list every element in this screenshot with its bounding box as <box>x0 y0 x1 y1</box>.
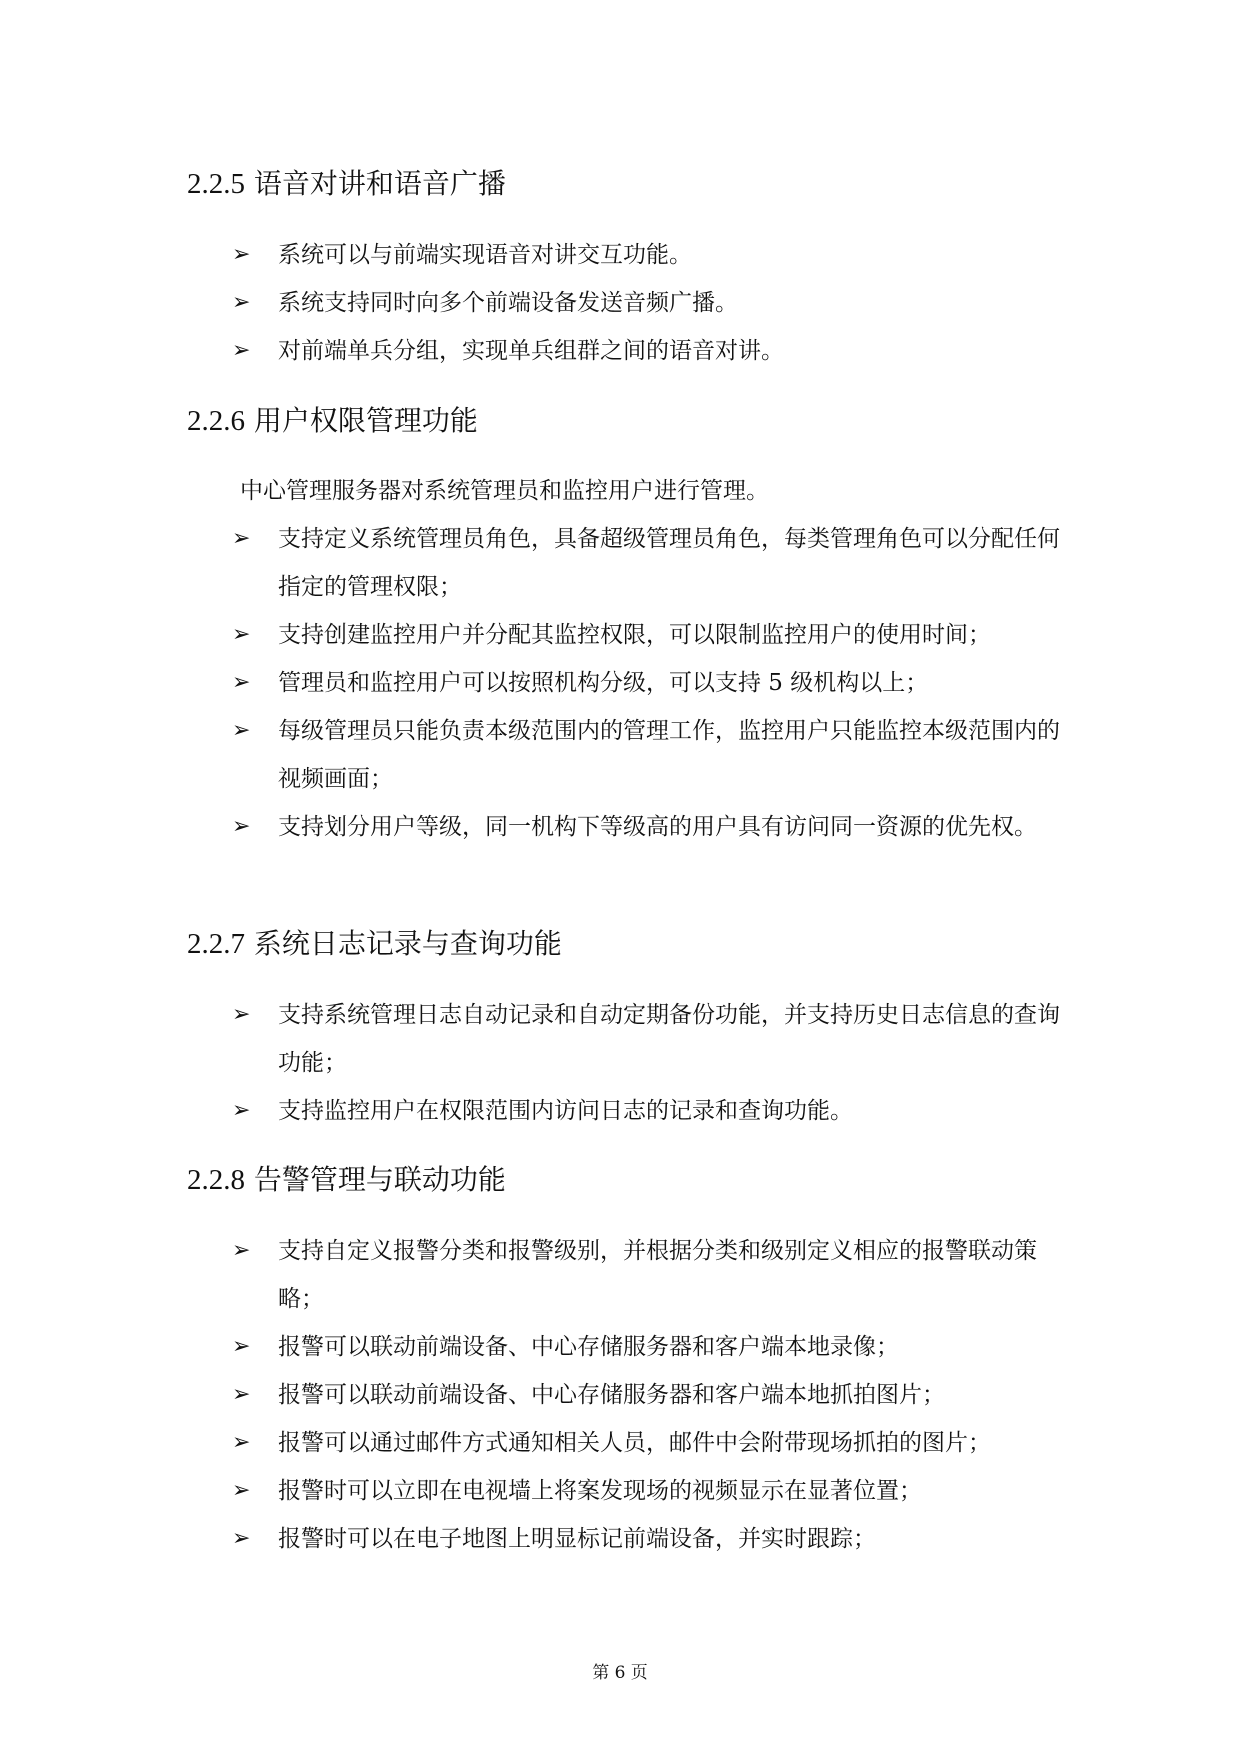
list-item <box>232 1476 1062 1515</box>
list-item-text: 支持创建监控用户并分配其监控权限，可以限制监控用户的使用时间； <box>278 622 991 648</box>
arrow-bullet-icon: ➢ <box>232 670 251 695</box>
arrow-bullet-icon: ➢ <box>232 1098 251 1123</box>
list-item-text: 支持系统管理日志自动记录和自动定期备份功能，并支持历史日志信息的查询功能； <box>278 1002 1060 1076</box>
section-number: 2.2.8 <box>187 1164 245 1196</box>
arrow-bullet-icon: ➢ <box>232 1238 251 1263</box>
list-item-text: 支持定义系统管理员角色，具备超级管理员角色，每类管理角色可以分配任何指定的管理权限； <box>278 526 1060 600</box>
section-title: 语音对讲和语音广播 <box>253 167 506 200</box>
list-item-text: 支持自定义报警分类和报警级别，并根据分类和级别定义相应的报警联动策略； <box>278 1238 1037 1312</box>
section-number: 2.2.6 <box>187 405 245 437</box>
list-item-text: 系统支持同时向多个前端设备发送音频广播。 <box>278 290 738 316</box>
list-item <box>232 812 1062 851</box>
list-item-text: 报警可以通过邮件方式通知相关人员，邮件中会附带现场抓拍的图片； <box>278 1430 991 1456</box>
list-item <box>232 1380 1062 1419</box>
arrow-bullet-icon: ➢ <box>232 1382 251 1407</box>
page-number: 第 6 页 <box>592 1663 648 1683</box>
list-item-text: 每级管理员只能负责本级范围内的管理工作，监控用户只能监控本级范围内的视频画面； <box>278 718 1060 792</box>
list-item <box>232 336 1062 375</box>
list-item <box>232 240 1062 279</box>
list-item-text: 支持监控用户在权限范围内访问日志的记录和查询功能。 <box>278 1098 853 1124</box>
arrow-bullet-icon: ➢ <box>232 1526 251 1551</box>
list-item-text: 报警时可以立即在电视墙上将案发现场的视频显示在显著位置； <box>278 1478 922 1504</box>
arrow-bullet-icon: ➢ <box>232 1430 251 1455</box>
list-item-text: 报警可以联动前端设备、中心存储服务器和客户端本地录像； <box>278 1334 899 1360</box>
section-heading-2-2-8 <box>187 1162 506 1198</box>
list-item-text: 管理员和监控用户可以按照机构分级，可以支持 5 级机构以上； <box>278 670 929 696</box>
arrow-bullet-icon: ➢ <box>232 290 251 315</box>
list-item <box>232 288 1062 327</box>
arrow-bullet-icon: ➢ <box>232 1002 251 1027</box>
list-item <box>232 1096 1062 1135</box>
arrow-bullet-icon: ➢ <box>232 338 251 363</box>
arrow-bullet-icon: ➢ <box>232 718 251 743</box>
section-heading-2-2-6 <box>187 403 478 439</box>
list-item <box>232 1000 1062 1087</box>
list-item <box>232 1236 1062 1323</box>
section-title: 告警管理与联动功能 <box>253 1163 506 1196</box>
list-item-text: 报警时可以在电子地图上明显标记前端设备，并实时跟踪； <box>278 1526 876 1552</box>
section-heading-2-2-5 <box>187 166 506 202</box>
section-title: 系统日志记录与查询功能 <box>253 927 562 960</box>
section-title: 用户权限管理功能 <box>253 404 478 437</box>
section-number: 2.2.5 <box>187 168 245 200</box>
arrow-bullet-icon: ➢ <box>232 1478 251 1503</box>
list-item <box>232 1428 1062 1467</box>
section-number: 2.2.7 <box>187 928 245 960</box>
section-heading-2-2-7 <box>187 926 562 962</box>
list-item-text: 支持划分用户等级，同一机构下等级高的用户具有访问同一资源的优先权。 <box>278 814 1037 840</box>
list-item <box>232 1524 1062 1563</box>
list-item <box>232 524 1062 611</box>
section-intro: 中心管理服务器对系统管理员和监控用户进行管理。 <box>240 478 769 504</box>
list-item-text: 系统可以与前端实现语音对讲交互功能。 <box>278 242 692 268</box>
arrow-bullet-icon: ➢ <box>232 1334 251 1359</box>
list-item-text: 报警可以联动前端设备、中心存储服务器和客户端本地抓拍图片； <box>278 1382 945 1408</box>
list-item <box>232 716 1062 803</box>
arrow-bullet-icon: ➢ <box>232 242 251 267</box>
list-item <box>232 620 1062 659</box>
list-item-text: 对前端单兵分组，实现单兵组群之间的语音对讲。 <box>278 338 784 364</box>
list-item <box>232 1332 1062 1371</box>
arrow-bullet-icon: ➢ <box>232 622 251 647</box>
arrow-bullet-icon: ➢ <box>232 526 251 551</box>
arrow-bullet-icon: ➢ <box>232 814 251 839</box>
list-item <box>232 668 1062 707</box>
